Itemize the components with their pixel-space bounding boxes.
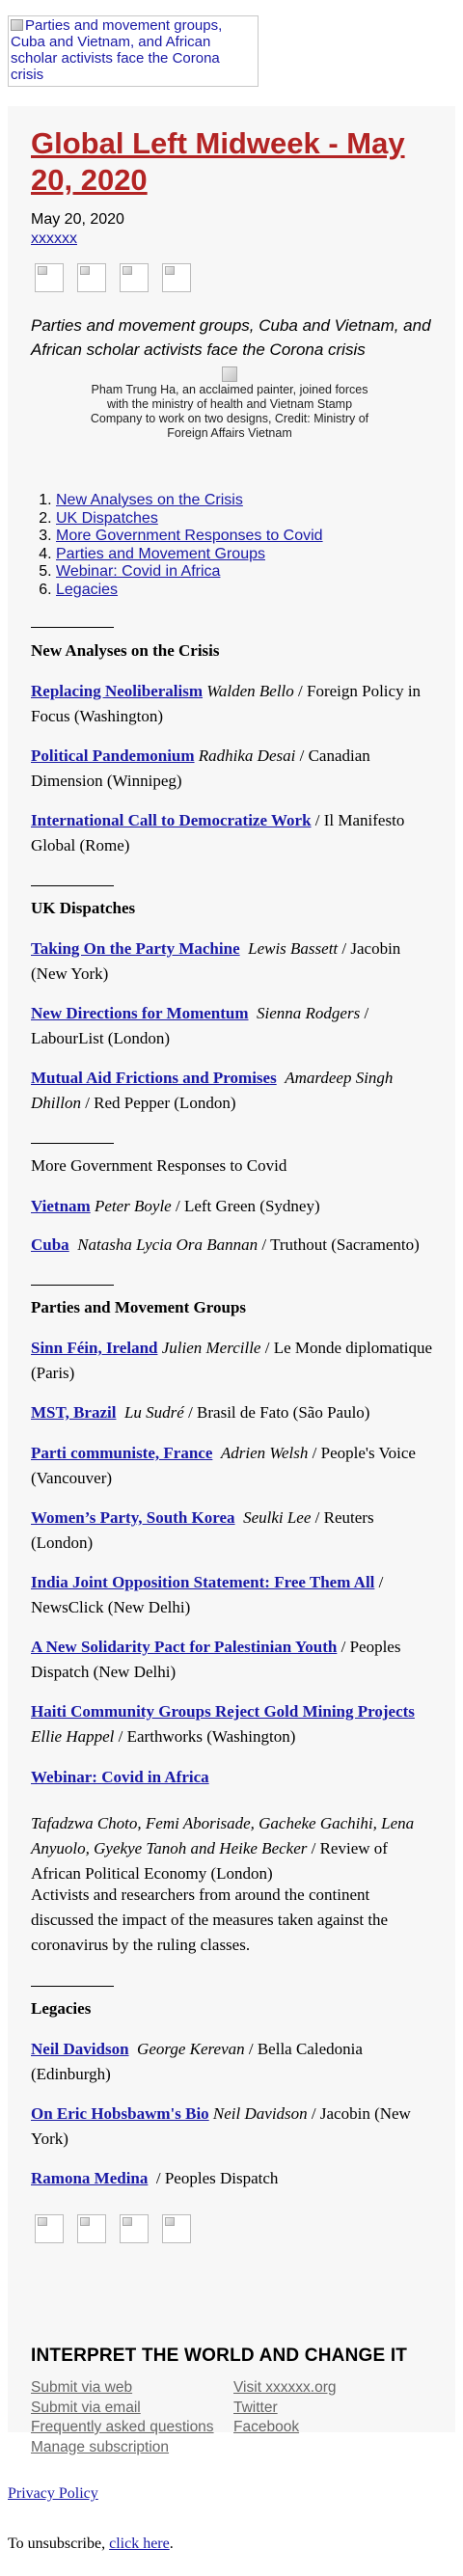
- article-link[interactable]: Taking On the Party Machine: [31, 939, 240, 958]
- article-author: Amardeep Singh Dhillon: [31, 1069, 394, 1112]
- toc-item: [56, 528, 323, 546]
- article-source: / Peoples Dispatch: [155, 2169, 279, 2187]
- article-source: / People's Voice (Vancouver): [31, 1444, 416, 1487]
- section-divider: [31, 627, 114, 628]
- webinar-entry: [31, 1765, 436, 1790]
- social-share-top: [35, 263, 191, 292]
- article-source: / Peoples Dispatch (New Delhi): [31, 1638, 401, 1681]
- share-icon-1[interactable]: [35, 2214, 64, 2243]
- section-divider: [31, 1285, 114, 1286]
- article-author: George Kerevan: [137, 2040, 245, 2058]
- article-entry: [31, 1635, 436, 1685]
- footer-title: INTERPRET THE WORLD AND CHANGE IT: [31, 2346, 408, 2366]
- submit-web-link[interactable]: Submit via web: [31, 2379, 133, 2396]
- article-source: / Canadian Dimension (Winnipeg): [31, 746, 370, 790]
- article-link[interactable]: A New Solidarity Pact for Palestinian Youth: [31, 1638, 338, 1656]
- share-icon-4[interactable]: [162, 2214, 191, 2243]
- toc-item: [56, 492, 323, 510]
- article-entry: [31, 808, 436, 858]
- newsletter-card: [8, 106, 455, 2455]
- article-author: Sienna Rodgers: [257, 1004, 361, 1022]
- article-author: Lewis Bassett: [248, 939, 339, 958]
- article-source: / NewsClick (New Delhi): [31, 1573, 384, 1616]
- article-source: / Truthout (Sacramento): [261, 1235, 420, 1254]
- article-link[interactable]: Political Pandemonium: [31, 746, 195, 765]
- article-source: / Jacobin (New York): [31, 2104, 411, 2148]
- article-author: Ellie Happel: [31, 1727, 115, 1746]
- toc-item: [56, 510, 323, 529]
- article-entry: [31, 1699, 436, 1749]
- share-icon-2[interactable]: [77, 2214, 106, 2243]
- article-entry: [31, 679, 436, 729]
- article-entry: [31, 1505, 436, 1556]
- toc-link-analyses[interactable]: New Analyses on the Crisis: [56, 492, 243, 508]
- article-source: / Reuters (London): [31, 1508, 374, 1552]
- table-of-contents: [31, 492, 323, 599]
- article-link[interactable]: New Directions for Momentum: [31, 1004, 249, 1022]
- toc-link-webinar[interactable]: Webinar: Covid in Africa: [56, 563, 221, 580]
- toc-link-government[interactable]: More Government Responses to Covid: [56, 528, 323, 544]
- share-icon-3[interactable]: [120, 263, 149, 292]
- article-author: Adrien Welsh: [220, 1444, 309, 1462]
- article-entry: [31, 1441, 436, 1491]
- visit-site-link[interactable]: Visit xxxxxx.org: [233, 2379, 337, 2396]
- article-entry: [31, 1233, 436, 1258]
- submit-email-link[interactable]: Submit via email: [31, 2399, 141, 2416]
- header-banner-alt: Parties and movement groups, Cuba and Vietnam, and African scholar activists face the Corona crisis: [11, 17, 223, 83]
- article-entry: [31, 1336, 436, 1386]
- article-entry: [31, 1570, 436, 1620]
- article-author: Walden Bello: [206, 682, 294, 700]
- broken-image-icon: [11, 19, 23, 31]
- section-heading-legacies: Legacies: [31, 1999, 92, 2018]
- article-link[interactable]: India Joint Opposition Statement: Free Them All: [31, 1573, 375, 1591]
- article-link[interactable]: Mutual Aid Frictions and Promises: [31, 1069, 277, 1087]
- article-entry: [31, 936, 436, 987]
- issue-date: May 20, 2020: [31, 211, 124, 228]
- section-divider: [31, 1986, 114, 1987]
- article-author: Radhika Desai: [198, 746, 296, 765]
- header-banner-image[interactable]: [8, 15, 259, 87]
- article-entry: [31, 744, 436, 794]
- webinar-description: Activists and researchers from around the continent discussed the impact of the measures taken against the coronavirus by the ruling classes.: [31, 1885, 389, 1954]
- author-link[interactable]: xxxxxx: [31, 230, 77, 247]
- unsubscribe-link[interactable]: click here: [109, 2535, 170, 2552]
- toc-link-parties[interactable]: Parties and Movement Groups: [56, 545, 265, 562]
- unsubscribe-prefix: To unsubscribe,: [8, 2535, 110, 2552]
- article-author: Natasha Lycia Ora Bannan: [77, 1235, 259, 1254]
- article-link[interactable]: International Call to Democratize Work: [31, 811, 312, 829]
- article-entry: [31, 2101, 436, 2152]
- article-source: / Bella Caledonia (Edinburgh): [31, 2040, 363, 2083]
- article-author: Seulki Lee: [243, 1508, 312, 1527]
- section-heading-uk: UK Dispatches: [31, 899, 136, 917]
- article-link[interactable]: On Eric Hobsbawm's Bio: [31, 2104, 209, 2123]
- share-icon-2[interactable]: [77, 263, 106, 292]
- unsubscribe-suffix: .: [169, 2535, 174, 2552]
- article-link[interactable]: Women’s Party, South Korea: [31, 1508, 235, 1527]
- article-link[interactable]: Parti communiste, France: [31, 1444, 213, 1462]
- article-author: Lu Sudré: [123, 1403, 184, 1422]
- share-icon-3[interactable]: [120, 2214, 149, 2243]
- article-entry: [31, 2037, 436, 2087]
- article-source: / Jacobin (New York): [31, 939, 401, 983]
- article-source: / Foreign Policy in Focus (Washington): [31, 682, 422, 725]
- article-source: / Earthworks (Washington): [118, 1727, 296, 1746]
- issue-subtitle: Parties and movement groups, Cuba and Vietnam, and African scholar activists face the Corona crisis: [31, 316, 431, 359]
- social-share-bottom: [35, 2214, 191, 2243]
- article-author: Peter Boyle: [94, 1197, 172, 1215]
- share-icon-1[interactable]: [35, 263, 64, 292]
- toc-item: [56, 546, 323, 564]
- article-source: / Red Pepper (London): [85, 1094, 236, 1112]
- article-source: / Brasil de Fato (São Paulo): [188, 1403, 370, 1422]
- toc-item: [56, 582, 323, 600]
- webinar-link[interactable]: Webinar: Covid in Africa: [31, 1768, 209, 1786]
- article-link[interactable]: MST, Brazil: [31, 1403, 117, 1422]
- article-source: / LabourList (London): [31, 1004, 369, 1047]
- manage-subscription-link[interactable]: Manage subscription: [31, 2438, 170, 2455]
- issue-title-link[interactable]: Global Left Midweek - May 20, 2020: [31, 126, 405, 197]
- article-link[interactable]: Sinn Féin, Ireland: [31, 1339, 158, 1357]
- faq-link[interactable]: Frequently asked questions: [31, 2419, 214, 2435]
- share-icon-4[interactable]: [162, 263, 191, 292]
- webinar-speakers: [31, 1811, 436, 1886]
- article-link[interactable]: Neil Davidson: [31, 2040, 129, 2058]
- article-entry: [31, 1066, 436, 1116]
- toc-item: [56, 563, 323, 582]
- article-source: / Le Monde diplomatique (Paris): [31, 1339, 433, 1382]
- article-link[interactable]: Haiti Community Groups Reject Gold Mining Projects: [31, 1702, 415, 1721]
- article-link[interactable]: Ramona Medina: [31, 2169, 149, 2187]
- section-heading-government: More Government Responses to Covid: [31, 1156, 287, 1175]
- section-heading-parties: Parties and Movement Groups: [31, 1298, 247, 1316]
- photo-image-icon: [222, 366, 237, 382]
- toc-link-legacies[interactable]: Legacies: [56, 581, 119, 598]
- article-link[interactable]: Replacing Neoliberalism: [31, 682, 204, 700]
- section-divider: [31, 885, 114, 886]
- unsubscribe-line: [8, 2535, 174, 2554]
- twitter-link[interactable]: Twitter: [233, 2399, 278, 2416]
- article-link[interactable]: Cuba: [31, 1235, 69, 1254]
- footer-links: [31, 2378, 436, 2457]
- facebook-link[interactable]: Facebook: [233, 2419, 300, 2435]
- section-heading-analyses: New Analyses on the Crisis: [31, 641, 220, 660]
- section-divider: [31, 1143, 114, 1144]
- privacy-policy-link[interactable]: Privacy Policy: [8, 2485, 98, 2502]
- article-author: Neil Davidson: [212, 2104, 308, 2123]
- article-link[interactable]: Vietnam: [31, 1197, 91, 1215]
- toc-link-uk[interactable]: UK Dispatches: [56, 509, 158, 527]
- article-source: / Left Green (Sydney): [175, 1197, 320, 1215]
- webinar-source: / Review of African Political Economy (London): [31, 1839, 388, 1883]
- article-source: / Il Manifesto Global (Rome): [31, 811, 405, 854]
- article-author: Julien Mercille: [161, 1339, 261, 1357]
- article-entry: [31, 1400, 436, 1425]
- article-entry: [31, 2166, 436, 2191]
- article-entry: [31, 1194, 436, 1219]
- photo-caption: Pham Trung Ha, an acclaimed painter, joined forces with the ministry of health and Vietnam Stamp Company to work on two designs, Credit: Ministry of Foreign Affairs Vietnam: [90, 383, 369, 440]
- article-entry: [31, 1001, 436, 1051]
- webinar-speakers-names: Tafadzwa Choto, Femi Aborisade, Gacheke Gachihi, Lena Anyuolo, Gyekye Tanoh and Heike Becker: [31, 1814, 415, 1857]
